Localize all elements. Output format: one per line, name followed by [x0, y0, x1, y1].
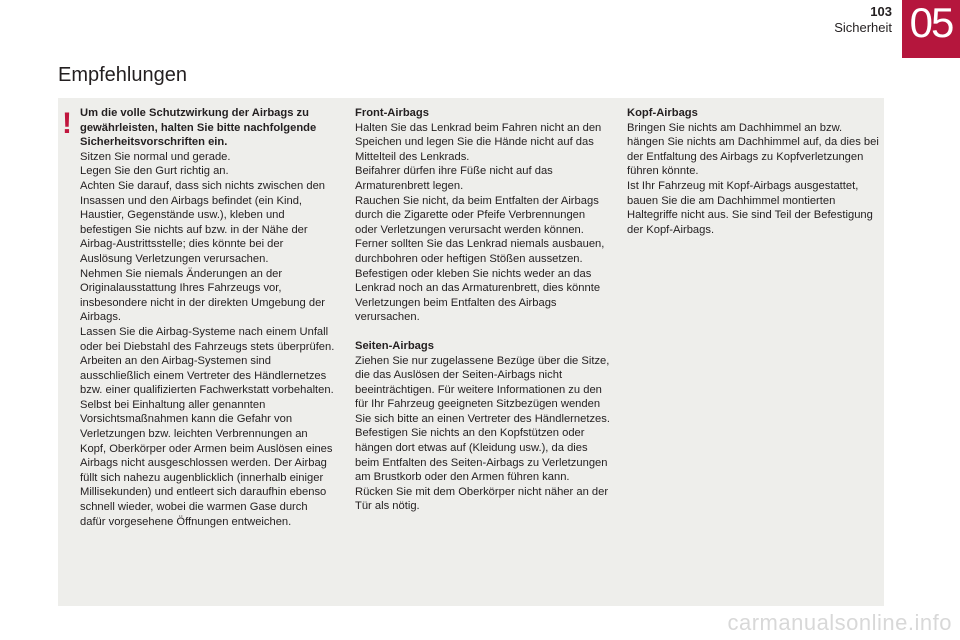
spacer: [355, 325, 610, 339]
section-name: Sicherheit: [834, 20, 892, 35]
chapter-tab: 05: [902, 0, 960, 58]
paragraph: Ziehen Sie nur zugelassene Bezüge über die Sitze, die das Auslösen der Seiten-Airbags nicht beeinträchtigen. Für weitere Informationen zu den für Ihr Fahrzeug geeigneten Sitzbezügen wenden Sie sich bitte an einen Vertreter des Händlernetzes.: [355, 354, 610, 425]
column-front-side-airbags: [355, 106, 610, 514]
column-general: [80, 106, 335, 529]
head-airbags-heading: Kopf-Airbags: [627, 107, 698, 119]
front-airbags-heading: Front-Airbags: [355, 107, 429, 119]
column-head-airbags: [627, 106, 882, 237]
paragraph: Lassen Sie die Airbag-Systeme nach einem Unfall oder bei Diebstahl des Fahrzeugs stets überprüfen.: [80, 325, 335, 353]
paragraph: Halten Sie das Lenkrad beim Fahren nicht an den Speichen und legen Sie die Hände nicht auf das Mittelteil des Lenkrads.: [355, 121, 602, 163]
paragraph: Nehmen Sie niemals Änderungen an der Originalausstattung Ihres Fahrzeugs vor, insbesondere nicht in der direkten Umgebung der Airbags.: [80, 267, 326, 324]
paragraph: Rücken Sie mit dem Oberkörper nicht näher an der Tür als nötig.: [355, 485, 609, 513]
page-number: 103: [870, 4, 892, 19]
page-title: Empfehlungen: [58, 64, 187, 86]
watermark: carmanualsonline.info: [727, 610, 952, 635]
exclamation-icon: !: [62, 107, 72, 140]
paragraph: Achten Sie darauf, dass sich nichts zwischen den Insassen und den Airbags befindet (ein Kind, Haustier, Gegenstände usw.), kleben und befestigen Sie nichts auf bzw. in der Nähe der Airbag-Austrittsstelle; dies könnte bei der Auslösung Verletzungen verursachen.: [80, 179, 326, 265]
paragraph: Befestigen oder kleben Sie nichts weder an das Lenkrad noch an das Armaturenbrett, dies könnte Verletzungen beim Entfalten des Airbags verursachen.: [355, 267, 601, 324]
paragraph: Ferner sollten Sie das Lenkrad niemals ausbauen, durchbohren oder heftigen Stößen aussetzen.: [355, 238, 605, 265]
paragraph: Bringen Sie nichts am Dachhimmel an bzw. hängen Sie nichts am Dachhimmel auf, da dies bei der Entfaltung des Airbags zu Kopfverletzungen führen könnte.: [627, 121, 879, 178]
paragraph: Rauchen Sie nicht, da beim Entfalten der Airbags durch die Zigarette oder Pfeife Verbrennungen oder Verletzungen verursacht werden können.: [355, 194, 599, 236]
paragraph: Selbst bei Einhaltung aller genannten Vorsichtsmaßnahmen kann die Gefahr von Verletzungen bzw. leichten Verbrennungen an Kopf, Oberkörper oder Armen beim Auslösen eines Airbags nicht ausgeschlossen werden. Der Airbag füllt sich nahezu augenblicklich (innerhalb einiger Millisekunden) und entleert sich daraufhin ebenso schnell wieder, wobei die warmen Gase durch dafür vorgesehene Öffnungen entweichen.: [80, 398, 333, 528]
paragraph: Sitzen Sie normal und gerade.: [80, 150, 231, 163]
paragraph: Ist Ihr Fahrzeug mit Kopf-Airbags ausgestattet, bauen Sie die am Dachhimmel montierten Haltegriffe nicht aus. Sie sind Teil der Befestigung der Kopf-Airbags.: [627, 179, 873, 236]
paragraph: Beifahrer dürfen ihre Füße nicht auf das Armaturenbrett legen.: [355, 165, 553, 192]
paragraph: Befestigen Sie nichts an den Kopfstützen oder hängen dort etwas auf (Kleidung usw.), da dies beim Entfalten des Seiten-Airbags zu Verletzungen am Brustkorb oder den Armen führen kann.: [355, 427, 608, 484]
paragraph: Legen Sie den Gurt richtig an.: [80, 165, 229, 178]
paragraph: Arbeiten an den Airbag-Systemen sind ausschließlich einem Vertreter des Händlernetzes bzw. einer qualifizierten Fachwerkstatt vorbehalten.: [80, 355, 334, 397]
intro-text: Um die volle Schutzwirkung der Airbags zu gewährleisten, halten Sie bitte nachfolgende Sicherheitsvorschriften ein.: [80, 107, 317, 149]
side-airbags-heading: Seiten-Airbags: [355, 339, 434, 352]
